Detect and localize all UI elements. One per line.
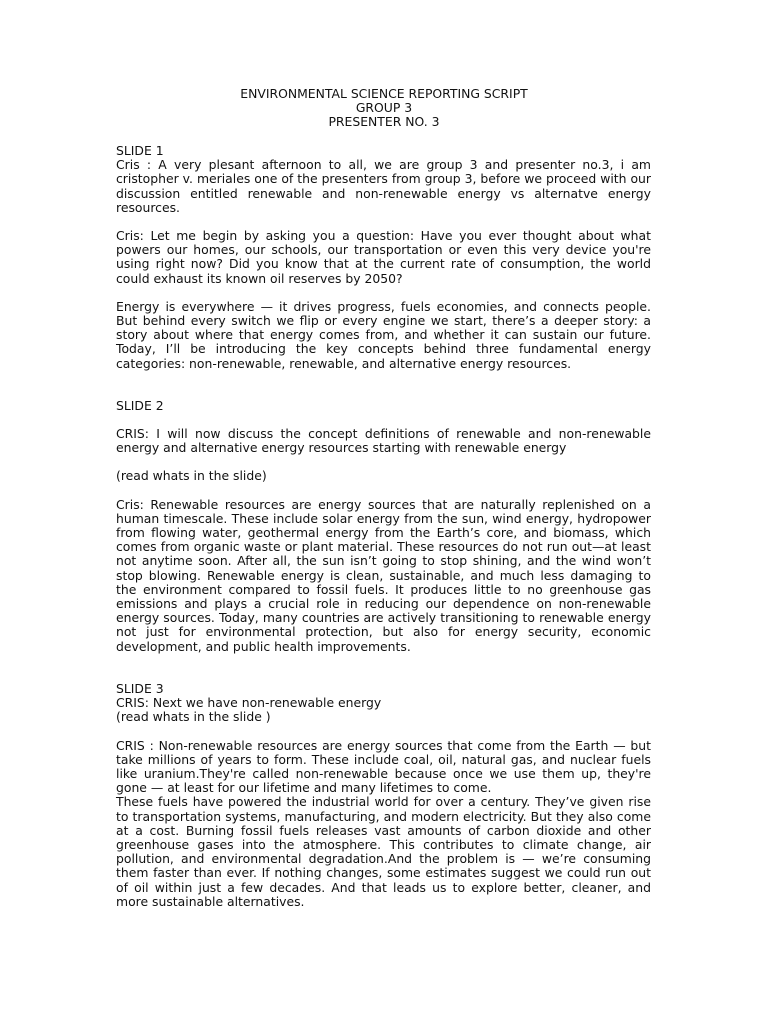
document-title: ENVIRONMENTAL SCIENCE REPORTING SCRIPT — [240, 86, 528, 101]
slide-1-section — [116, 144, 651, 371]
slide-2-section — [116, 399, 651, 654]
slide-1-paragraph-1: Cris : A very plesant afternoon to all, we are group 3 and presenter no.3, i am cristopher v. meriales one of the presenters from group 3, before we proceed with our discussion entitled renewable and non-renewable energy vs alternatve energy resources. — [116, 157, 651, 215]
slide-2-paragraph-2: (read whats in the slide) — [116, 468, 267, 484]
slide-1-paragraph-3: Energy is everywhere — it drives progress, fuels economies, and connects people. But behind every switch we flip or every engine we start, there’s a deeper story: a story about where that energy comes from, and whether it can sustain our future. Today, I’ll be introducing the key concepts behind three fundamental energy categories: non-renewable, renewable, and alternative energy resources. — [116, 298, 651, 371]
slide-3-line-1: CRIS: Next we have non-renewable energy — [116, 695, 382, 711]
slide-2-heading: SLIDE 2 — [116, 397, 164, 413]
slide-2-paragraph-1: CRIS: I will now discuss the concept definitions of renewable and non-renewable energy and alternative energy resources starting with renewable energy — [116, 426, 651, 456]
slide-1-paragraph-2: Cris: Let me begin by asking you a question: Have you ever thought about what powers our homes, our schools, our transportation or even this very device you're using right now? Did you know that at the current rate of consumption, the world could exhaust its known oil reserves by 2050? — [116, 228, 651, 286]
slide-2-paragraph-3: Cris: Renewable resources are energy sources that are naturally replenished on a human timescale. These include solar energy from the sun, wind energy, hydropower from flowing water, geothermal energy from the Earth’s core, and biomass, which comes from organic waste or plant material. These resources do not run out—at least not anytime soon. After all, the sun isn’t going to stop shining, and the wind won’t stop blowing. Renewable energy is clean, sustainable, and much less damaging to the environment compared to fossil fuels. It produces little to no greenhouse gas emissions and plays a crucial role in reducing our dependence on non-renewable energy sources. Today, many countries are actively transitioning to renewable energy not just for environmental protection, but also for energy security, economic development, and public health improvements. — [116, 496, 651, 654]
slide-3-line-2: (read whats in the slide ) — [116, 709, 271, 725]
document-header — [0, 87, 768, 130]
presenter-label: PRESENTER NO. 3 — [328, 114, 440, 130]
slide-1-heading: SLIDE 1 — [116, 143, 164, 158]
group-label: GROUP 3 — [355, 100, 413, 116]
slide-3-paragraph-2: These fuels have powered the industrial world for over a century. They’ve given rise to transportation systems, manufacturing, and modern electricity. But they also come at a cost. Burning fossil fuels releases vast amounts of carbon dioxide and other greenhouse gases into the atmosphere. This contributes to climate change, air pollution, and environmental degradation.And the problem is — we’re consuming them faster than ever. If nothing changes, some estimates suggest we could run out of oil within just a few decades. And that leads us to explore better, cleaner, and more sustainable alternatives. — [116, 794, 651, 909]
slide-3-section — [116, 682, 651, 909]
slide-3-paragraph-1: CRIS : Non-renewable resources are energy sources that come from the Earth — but take millions of years to form. These include coal, oil, natural gas, and nuclear fuels like uranium.They're called non-renewable because once we use them up, they're gone — at least for our lifetime and many lifetimes to come. — [116, 737, 651, 796]
slide-3-heading: SLIDE 3 — [116, 680, 164, 696]
document-body — [116, 144, 651, 909]
